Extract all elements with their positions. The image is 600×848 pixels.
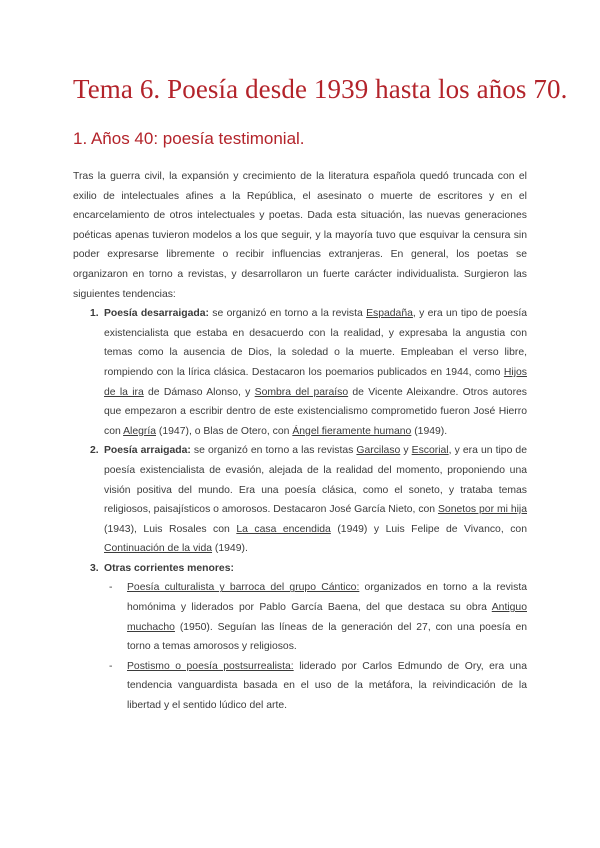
- text-run: de Vicente Aleixandre. Otros autores que empezaron a escribir dentro de este existencialismo comprometido fueron José Hierro con: [104, 386, 527, 437]
- work-title: Ángel fieramente humano: [292, 425, 412, 437]
- text-run: de Dámaso Alonso, y: [143, 386, 255, 398]
- sub-heading: Poesía culturalista y barroca del grupo Cántico:: [127, 582, 360, 594]
- item-heading: Poesía arraigada:: [104, 445, 191, 457]
- magazine-title: Espadaña: [366, 308, 413, 320]
- work-title: Sombra del paraíso: [254, 386, 349, 398]
- section-heading: 1. Años 40: poesía testimonial.: [73, 129, 305, 148]
- sub-item-cantico: [104, 578, 527, 656]
- work-title: La casa encendida: [236, 523, 331, 535]
- text-run: , y era un tipo de poesía existencialista de evasión, alejada de la realidad del momento, proponiendo una visión positiva del mundo. Era una poesía clásica, como el soneto, y trataba temas religiosos, paisajísticos o amorosos. Destacaron José García Nieto, con: [104, 445, 527, 516]
- sub-list: [104, 578, 527, 715]
- work-title: Hijos de la ira: [104, 366, 527, 398]
- work-title: Continuación de la vida: [104, 543, 213, 555]
- text-run: y: [400, 445, 412, 457]
- sub-heading: Postismo o poesía postsurrealista:: [127, 660, 294, 672]
- list-item-desarraigada: [73, 304, 527, 441]
- text-run: , y era un tipo de poesía existencialista que estaba en desacuerdo con la realidad, y expresaba la angustia con temas como la ausencia de Dios, la soledad o la muerte. Empleaban el verso libre, rompiendo con la lírica clásica. Destacaron los poemarios publicados en 1944, como: [104, 308, 527, 378]
- item-heading: Otras corrientes menores:: [104, 562, 234, 574]
- work-title: Sonetos por mi hija: [437, 504, 527, 516]
- list-item-text: [104, 559, 527, 579]
- page-title: Tema 6. Poesía desde 1939 hasta los años 70.: [73, 74, 568, 104]
- text-run: (1949).: [411, 425, 448, 437]
- sub-item-postismo: [104, 657, 527, 716]
- work-title: Antiguo muchacho: [127, 602, 527, 633]
- text-run: (1947), o Blas de Otero, con: [156, 425, 293, 437]
- tendencies-list: [73, 304, 527, 715]
- text-run: (1949) y Luis Felipe de Vivanco, con: [330, 523, 527, 535]
- dash-bullet: -: [109, 660, 113, 672]
- list-item-otras: [73, 559, 527, 716]
- list-number: 3.: [90, 562, 99, 574]
- text-run: se organizó en torno a las revistas: [190, 445, 357, 457]
- intro-paragraph: Tras la guerra civil, la expansión y crecimiento de la literatura española quedó truncada con el exilio de intelectuales afines a la República, el asesinato o muerte de escritores y en el encarcelamiento de otros intelectuales y poetas. Dada esta situación, las nuevas generaciones poéticas apenas tuvieron modelos a los que seguir, y la mayoría tuvo que esquivar la censura sin poder expresarse libremente o recibir influencias extranjeras. En general, los poetas se organizaron en torno a revistas, y desarrollaron un fuerte carácter individualista. Surgieron las siguientes tendencias:: [73, 171, 527, 300]
- magazine-title: Escorial: [411, 445, 449, 457]
- list-item-arraigada: [73, 441, 527, 559]
- document-body: [73, 167, 527, 716]
- list-number: 2.: [90, 445, 99, 457]
- item-heading: Poesía desarraigada:: [104, 308, 209, 320]
- text-run: (1943), Luis Rosales con: [104, 523, 237, 535]
- dash-bullet: -: [109, 582, 113, 594]
- list-item-text: [104, 304, 527, 441]
- text-run: (1949).: [212, 543, 248, 555]
- list-item-text: [104, 441, 527, 559]
- list-number: 1.: [90, 308, 99, 320]
- magazine-title: Garcilaso: [356, 445, 401, 457]
- text-run: (1950). Seguían las líneas de la generación del 27, con una poesía en torno a temas amorosos y religiosos.: [127, 621, 527, 653]
- work-title: Alegría: [123, 425, 157, 437]
- text-run: liderado por Carlos Edmundo de Ory, era una tendencia vanguardista basada en el uso de la metáfora, la reivindicación de la libertad y el sentido lúdico del arte.: [127, 660, 527, 712]
- text-run: se organizó en torno a la revista: [208, 308, 367, 320]
- text-run: organizados en torno a la revista homónima y liderados por Pablo García Baena, del que destaca su obra: [127, 582, 527, 614]
